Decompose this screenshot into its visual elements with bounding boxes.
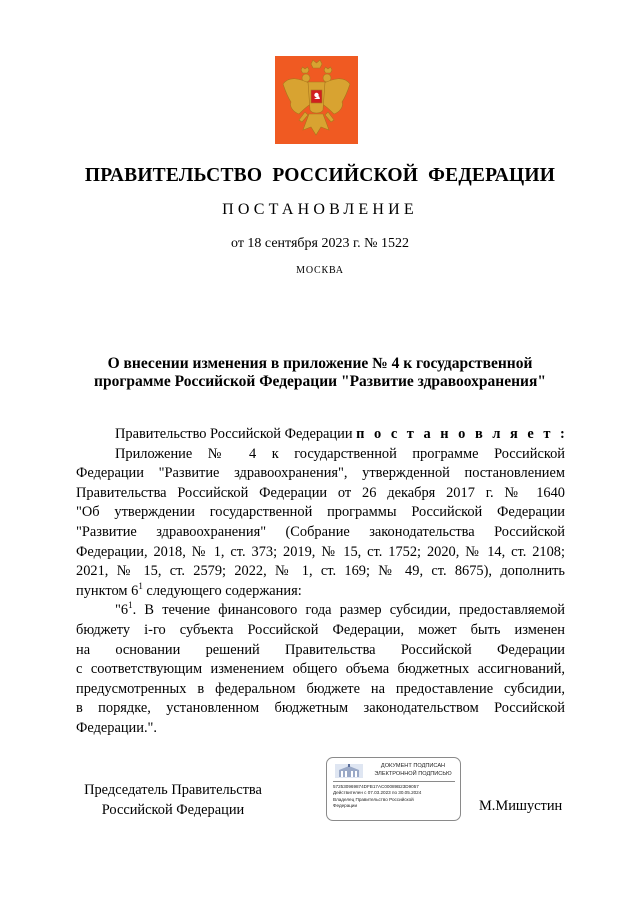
subject-line: программе Российской Федерации "Развитие здравоохранения" — [94, 373, 546, 390]
stamp-validity: Действителен с 07.03.2023 по 30.05.2024 — [333, 790, 422, 796]
body-line: Приложение № 4 к государственной программе Российской — [115, 445, 565, 462]
body-line: с соответствующим изменением общего объема бюджетных ассигнований, — [76, 661, 565, 678]
decree-body — [76, 425, 568, 739]
resolves-word: п о с т а н о в л я е т : — [356, 426, 568, 442]
body-line: бюджету i-го субъекта Российской Федерации, может быть изменен — [76, 621, 565, 638]
body-line: в порядке, установленном бюджетным законодательством Российской — [76, 700, 565, 717]
stamp-divider — [333, 781, 455, 782]
body-line: Федерации "Развитие здравоохранения", утвержденной постановлением — [76, 465, 565, 482]
building-icon — [335, 764, 363, 778]
electronic-signature-stamp — [326, 757, 461, 821]
stamp-owner: Владелец Правительство Российской — [333, 796, 414, 802]
body-line: Правительства Российской Федерации от 26 декабря 2017 г. № 1640 — [76, 484, 565, 501]
coat-of-arms-icon — [275, 56, 358, 144]
stamp-title: ДОКУМЕНТ ПОДПИСАН ЭЛЕКТРОННОЙ ПОДПИСЬЮ — [374, 763, 452, 777]
subject-line: О внесении изменения в приложение № 4 к государственной — [107, 355, 533, 372]
body-line: "Развитие здравоохранения" (Собрание законодательства Российской — [76, 523, 565, 540]
city: МОСКВА — [296, 265, 344, 276]
signer-name: М.Мишустин — [479, 798, 563, 814]
signer-position: Председатель Правительства Российской Федерации — [84, 782, 262, 818]
body-line: 2021, № 15, ст. 2579; 2022, № 1, ст. 169; № 49, ст. 8675), дополнить — [76, 563, 565, 580]
decree-type: ПОСТАНОВЛЕНИЕ — [222, 201, 418, 218]
body-line: на основании решений Правительства Российской Федерации — [76, 641, 565, 658]
body-paragraph-intro: Правительство Российской Федерации п о с т а н о в л я е т : — [115, 426, 568, 442]
government-title: ПРАВИТЕЛЬСТВО РОССИЙСКОЙ ФЕДЕРАЦИИ — [84, 165, 556, 186]
body-line: предусмотренных в федеральном бюджете на предоставление субсидии, — [76, 680, 565, 697]
body-line: пунктом $6^1$ следующего содержания: — [76, 580, 302, 599]
body-line: Федерации, 2018, № 1, ст. 373; 2019, № 15, ст. 1752; 2020, № 14, ст. 2108; — [76, 543, 565, 560]
stamp-info — [333, 784, 459, 810]
stamp-serial: 572530969874DFB17AC00089B23D9057 — [333, 784, 419, 789]
body-line: "Об утверждении государственной программы Российской Федерации — [76, 504, 565, 521]
document-subject — [0, 355, 640, 391]
body-line: "$6^1$. В течение финансового года размер субсидии, предоставляемой — [115, 600, 565, 619]
stamp-owner: Федерации — [333, 803, 358, 809]
decree-date-number: от 18 сентября 2023 г. № 1522 — [231, 236, 409, 251]
body-line: Федерации.". — [76, 719, 158, 736]
